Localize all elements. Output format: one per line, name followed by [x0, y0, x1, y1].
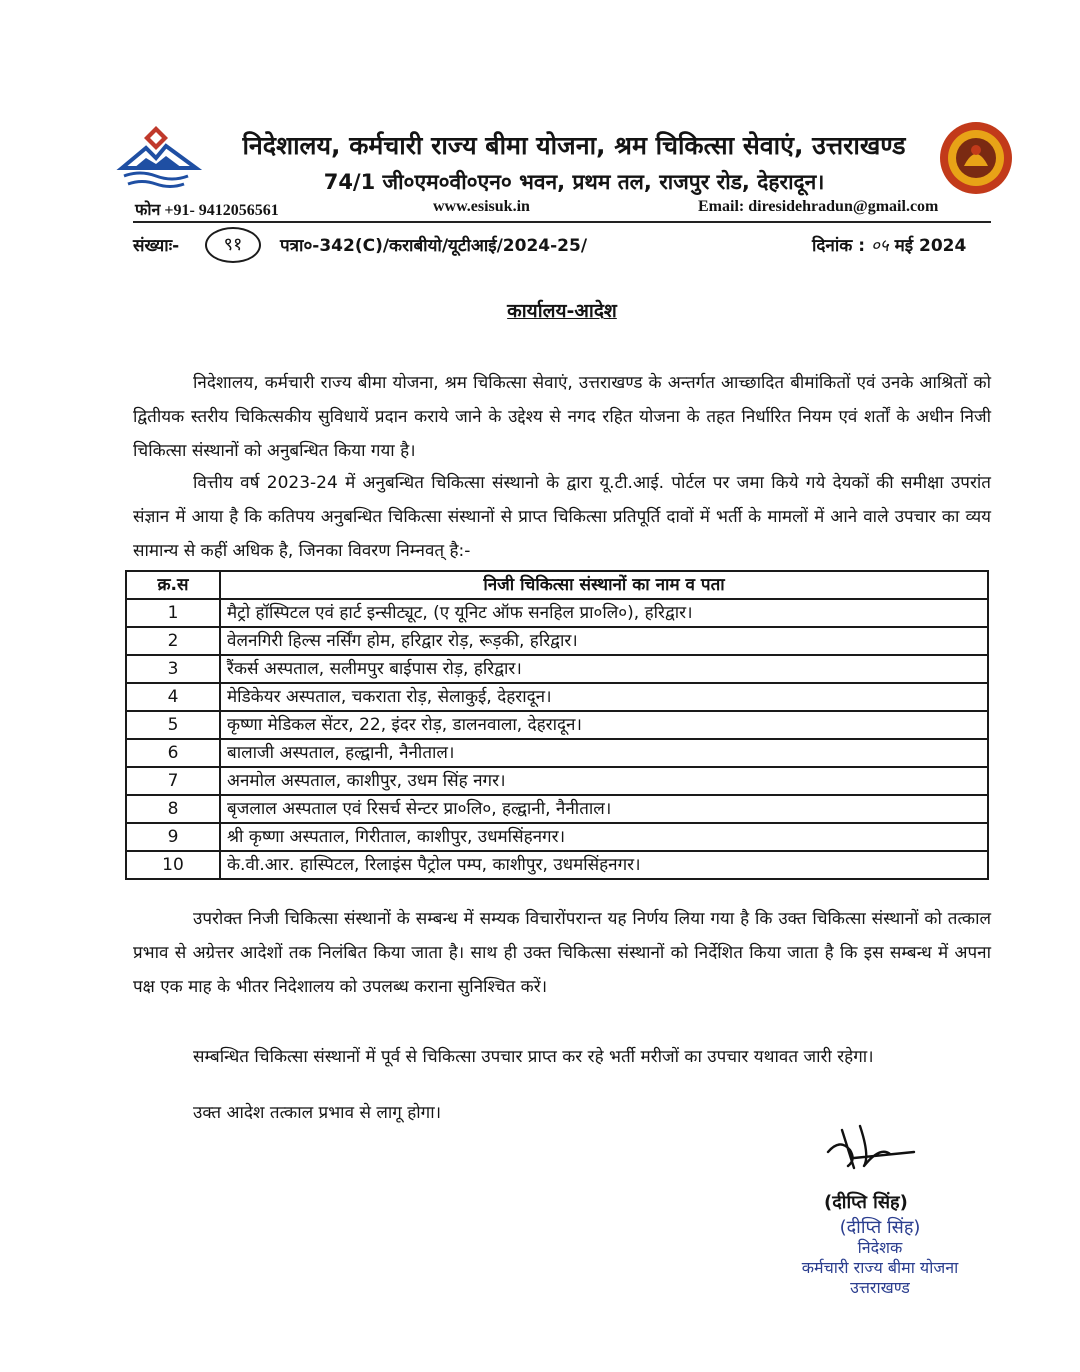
serial-cell: 8: [126, 795, 220, 823]
stamp-name: (दीप्ति सिंह): [839, 1217, 921, 1238]
reference-label: संख्याः-: [133, 236, 180, 256]
handwritten-reference-number: ९१: [205, 227, 261, 263]
order-heading: कार्यालय-आदेश: [507, 300, 617, 322]
stamp-organization: कर्मचारी राज्य बीमा योजना: [801, 1258, 959, 1277]
institution-cell: वेलनगिरी हिल्स नर्सिंग होम, हरिद्वार रोड़, रूड़की, हरिद्वार।: [220, 627, 988, 655]
serial-cell: 5: [126, 711, 220, 739]
table-row: [126, 767, 988, 795]
official-stamp: [760, 1218, 1000, 1298]
table-row: [126, 851, 988, 879]
serial-cell: 3: [126, 655, 220, 683]
suspended-institutions-table: [125, 570, 989, 880]
institution-cell: बालाजी अस्पताल, हल्द्वानी, नैनीताल।: [220, 739, 988, 767]
serial-cell: 4: [126, 683, 220, 711]
serial-cell: 2: [126, 627, 220, 655]
header-divider: [133, 221, 991, 223]
patients-paragraph: सम्बन्धित चिकित्सा संस्थानों में पूर्व से चिकित्सा उपचार प्राप्त कर रहे भर्ती मरीजों का उपचार यथावत जारी रहेगा।: [193, 1047, 874, 1067]
table-row: [126, 627, 988, 655]
serial-cell: 7: [126, 767, 220, 795]
institution-cell: मेडिकेयर अस्पताल, चकराता रोड़, सेलाकुई, देहरादून।: [220, 683, 988, 711]
table-row: [126, 683, 988, 711]
table-row: [126, 655, 988, 683]
institution-cell: मैट्रो हॉस्पिटल एवं हार्ट इन्सीट्यूट, (ए यूनिट ऑफ सनहिल प्रा०लि०), हरिद्वार।: [220, 599, 988, 627]
stamp-state: उत्तराखण्ड: [850, 1278, 910, 1297]
column-header-serial: क्र.स: [126, 571, 220, 599]
esi-emblem-logo: [938, 120, 1014, 196]
date-line: [812, 233, 966, 256]
letter-number: पत्रा०-342(C)/कराबीयो/यूटीआई/2024-25/: [280, 236, 588, 256]
phone-number: फोन +91- 9412056561: [135, 202, 279, 219]
serial-cell: 1: [126, 599, 220, 627]
office-title: निदेशालय, कर्मचारी राज्य बीमा योजना, श्रम चिकित्सा सेवाएं, उत्तराखण्ड: [242, 131, 906, 160]
table-row: [126, 739, 988, 767]
institution-cell: के.वी.आर. हास्पिटल, रिलाइंस पैट्रोल पम्प, काशीपुर, उधमसिंहनगर।: [220, 851, 988, 879]
column-header-institution: निजी चिकित्सा संस्थानों का नाम व पता: [220, 571, 988, 599]
institution-cell: रैंकर्स अस्पताल, सलीमपुर बाईपास रोड़, हरिद्वार।: [220, 655, 988, 683]
table-row: [126, 599, 988, 627]
serial-cell: 6: [126, 739, 220, 767]
effect-paragraph: उक्त आदेश तत्काल प्रभाव से लागू होगा।: [193, 1103, 442, 1123]
table-row: [126, 711, 988, 739]
table-row: [126, 795, 988, 823]
serial-cell: 9: [126, 823, 220, 851]
table-row: [126, 823, 988, 851]
stamp-designation: निदेशक: [857, 1238, 903, 1257]
signatory-name: (दीप्ति सिंह): [824, 1192, 908, 1213]
review-paragraph: वित्तीय वर्ष 2023-24 में अनुबन्धित चिकित्सा संस्थानो के द्वारा यू.टी.आई. पोर्टल पर जमा किये गये देयकों की समीक्षा उपरांत संज्ञान में आया है कि कतिपय अनुबन्धित चिकित्सा संस्थानों से प्राप्त चिकित्सा प्रतिपूर्ति दावों में भर्ती के मामलों में आने वाले उपचार का व्यय सामान्य से कहीं अधिक है, जिनका विवरण निम्नवत् है:-: [133, 473, 991, 561]
decision-paragraph: उपरोक्त निजी चिकित्सा संस्थानों के सम्बन्ध में सम्यक विचारोंपरान्त यह निर्णय लिया गया है कि उक्त चिकित्सा संस्थानों को तत्काल प्रभाव से अग्रेत्तर आदेशों तक निलंबित किया जाता है। साथ ही उक्त चिकित्सा संस्थानों को निर्देशित किया जाता है कि इस सम्बन्ध में अपना पक्ष एक माह के भीतर निदेशालय को उपलब्ध कराना सुनिश्चित करें।: [133, 909, 991, 997]
handwritten-signature: [820, 1116, 920, 1176]
date-prefix: दिनांक :: [812, 236, 866, 256]
date-handwritten: ०५: [870, 236, 889, 256]
date-suffix: मई 2024: [894, 236, 967, 256]
email-address: Email: diresidehradun@gmail.com: [698, 198, 939, 215]
serial-cell: 10: [126, 851, 220, 879]
institution-cell: बृजलाल अस्पताल एवं रिसर्च सेन्टर प्रा०लि०, हल्द्वानी, नैनीताल।: [220, 795, 988, 823]
institution-cell: अनमोल अस्पताल, काशीपुर, उधम सिंह नगर।: [220, 767, 988, 795]
table-header-row: [126, 571, 988, 599]
website-link: www.esisuk.in: [433, 198, 530, 215]
state-emblem-logo: [116, 124, 208, 194]
institution-cell: कृष्णा मेडिकल सेंटर, 22, इंदर रोड़, डालनवाला, देहरादून।: [220, 711, 988, 739]
institution-cell: श्री कृष्णा अस्पताल, गिरीताल, काशीपुर, उधमसिंहनगर।: [220, 823, 988, 851]
office-address: 74/1 जी०एम०वी०एन० भवन, प्रथम तल, राजपुर रोड, देहरादून।: [323, 170, 825, 194]
intro-paragraph: निदेशालय, कर्मचारी राज्य बीमा योजना, श्रम चिकित्सा सेवाएं, उत्तराखण्ड के अन्तर्गत आच्छादित बीमांकितों एवं उनके आश्रितों को द्वितीयक स्तरीय चिकित्सकीय सुविधायें प्रदान कराये जाने के उद्देश्य से नगद रहित योजना के तहत निर्धारित नियम एवं शर्तों के अधीन निजी चिकित्सा संस्थानों को अनुबन्धित किया गया है।: [133, 373, 991, 461]
